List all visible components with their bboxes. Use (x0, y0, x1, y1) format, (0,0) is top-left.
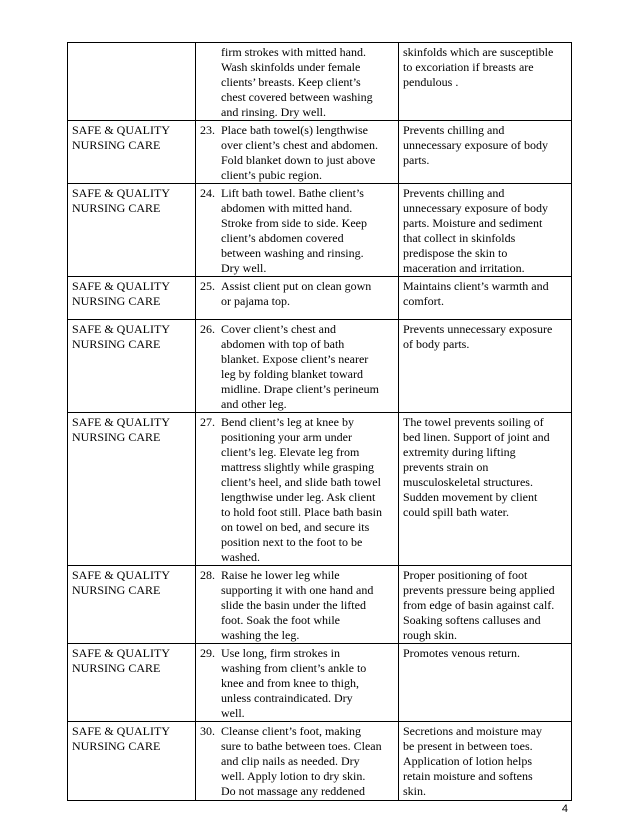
category-cell (68, 644, 196, 722)
rationale-cell (399, 413, 572, 566)
table-row (68, 722, 572, 801)
rationale-cell (399, 722, 572, 801)
rationale-cell (399, 566, 572, 644)
table-row (68, 277, 572, 320)
rationale-cell (399, 43, 572, 121)
rationale-cell (399, 121, 572, 184)
category-label: SAFE & QUALITY NURSING CARE (72, 123, 170, 152)
step-number: 23. (200, 123, 215, 137)
step-number: 26. (200, 322, 215, 336)
category-cell (68, 413, 196, 566)
rationale-cell (399, 320, 572, 413)
action-cell (196, 566, 399, 644)
category-label: SAFE & QUALITY NURSING CARE (72, 646, 170, 675)
step-action: Assist client put on clean gown or pajama top. (221, 279, 372, 308)
table-row (68, 413, 572, 566)
step-rationale: skinfolds which are susceptible to excoriation if breasts are pendulous . (403, 45, 554, 89)
category-label: SAFE & QUALITY NURSING CARE (72, 568, 170, 597)
category-label: SAFE & QUALITY NURSING CARE (72, 322, 170, 351)
action-cell (196, 43, 399, 121)
step-rationale: Proper positioning of foot prevents pressure being applied from edge of basin against calf. Soaking softens calluses and rough skin. (403, 568, 555, 642)
step-number: 27. (200, 415, 215, 429)
category-cell (68, 566, 196, 644)
category-cell (68, 43, 196, 121)
table-row (68, 320, 572, 413)
table-row (68, 121, 572, 184)
category-cell (68, 722, 196, 801)
action-cell (196, 184, 399, 277)
step-action: Cleanse client’s foot, making sure to bathe between toes. Clean and clip nails as needed. Dry well. Apply lotion to dry skin. Do not massage any reddened (221, 724, 382, 798)
rationale-cell (399, 644, 572, 722)
step-number: 24. (200, 186, 215, 200)
step-action: Use long, firm strokes in washing from client’s ankle to knee and from knee to thigh, unless contraindicated. Dry well. (221, 646, 367, 720)
category-cell (68, 121, 196, 184)
category-cell (68, 184, 196, 277)
step-action: Place bath towel(s) lengthwise over client’s chest and abdomen. Fold blanket down to just above client’s pubic region. (221, 123, 378, 182)
step-action: firm strokes with mitted hand. Wash skinfolds under female clients’ breasts. Keep client’s chest covered between washing and rinsing. Dry well. (221, 45, 373, 119)
table-row (68, 184, 572, 277)
action-cell (196, 644, 399, 722)
action-cell (196, 121, 399, 184)
rationale-cell (399, 184, 572, 277)
category-label: SAFE & QUALITY NURSING CARE (72, 724, 170, 753)
step-rationale: Prevents chilling and unnecessary exposure of body parts. (403, 123, 548, 167)
step-action: Raise he lower leg while supporting it with one hand and slide the basin under the lifted foot. Soak the foot while washing the leg. (221, 568, 374, 642)
table-row (68, 43, 572, 121)
step-rationale: The towel prevents soiling of bed linen. Support of joint and extremity during lifting prevents strain on musculoskeletal structures. Sudden movement by client could spill bath water. (403, 415, 550, 519)
step-number: 30. (200, 724, 215, 738)
category-label: SAFE & QUALITY NURSING CARE (72, 279, 170, 308)
action-cell (196, 277, 399, 320)
procedure-table (67, 42, 572, 801)
step-rationale: Prevents chilling and unnecessary exposure of body parts. Moisture and sediment that collect in skinfolds predispose the skin to maceration and irritation. (403, 186, 548, 275)
rationale-cell (399, 277, 572, 320)
category-cell (68, 277, 196, 320)
step-number: 28. (200, 568, 215, 582)
category-label: SAFE & QUALITY NURSING CARE (72, 415, 170, 444)
step-action: Bend client’s leg at knee by positioning your arm under client’s leg. Elevate leg from mattress slightly while grasping client’s heel, and slide bath towel lengthwise under leg. Ask client to hold foot still. Place bath basin on towel on bed, and secure its position next to the foot to be washed. (221, 415, 382, 564)
step-rationale: Maintains client’s warmth and comfort. (403, 279, 549, 308)
step-action: Lift bath towel. Bathe client’s abdomen with mitted hand. Stroke from side to side. Keep client’s abdomen covered between washing and rinsing. Dry well. (221, 186, 367, 275)
table-row (68, 644, 572, 722)
action-cell (196, 722, 399, 801)
action-cell (196, 413, 399, 566)
procedure-table-body (68, 43, 572, 801)
action-cell (196, 320, 399, 413)
step-number: 29. (200, 646, 215, 660)
step-action: Cover client’s chest and abdomen with top of bath blanket. Expose client’s nearer leg by folding blanket toward midline. Drape client’s perineum and other leg. (221, 322, 379, 411)
step-rationale: Promotes venous return. (403, 646, 520, 660)
step-number: 25. (200, 279, 215, 293)
table-row (68, 566, 572, 644)
category-cell (68, 320, 196, 413)
step-number (200, 45, 221, 120)
category-label: SAFE & QUALITY NURSING CARE (72, 186, 170, 215)
step-rationale: Prevents unnecessary exposure of body parts. (403, 322, 553, 351)
page-number: 4 (561, 803, 568, 815)
step-rationale: Secretions and moisture may be present in between toes. Application of lotion helps retain moisture and softens skin. (403, 724, 542, 798)
